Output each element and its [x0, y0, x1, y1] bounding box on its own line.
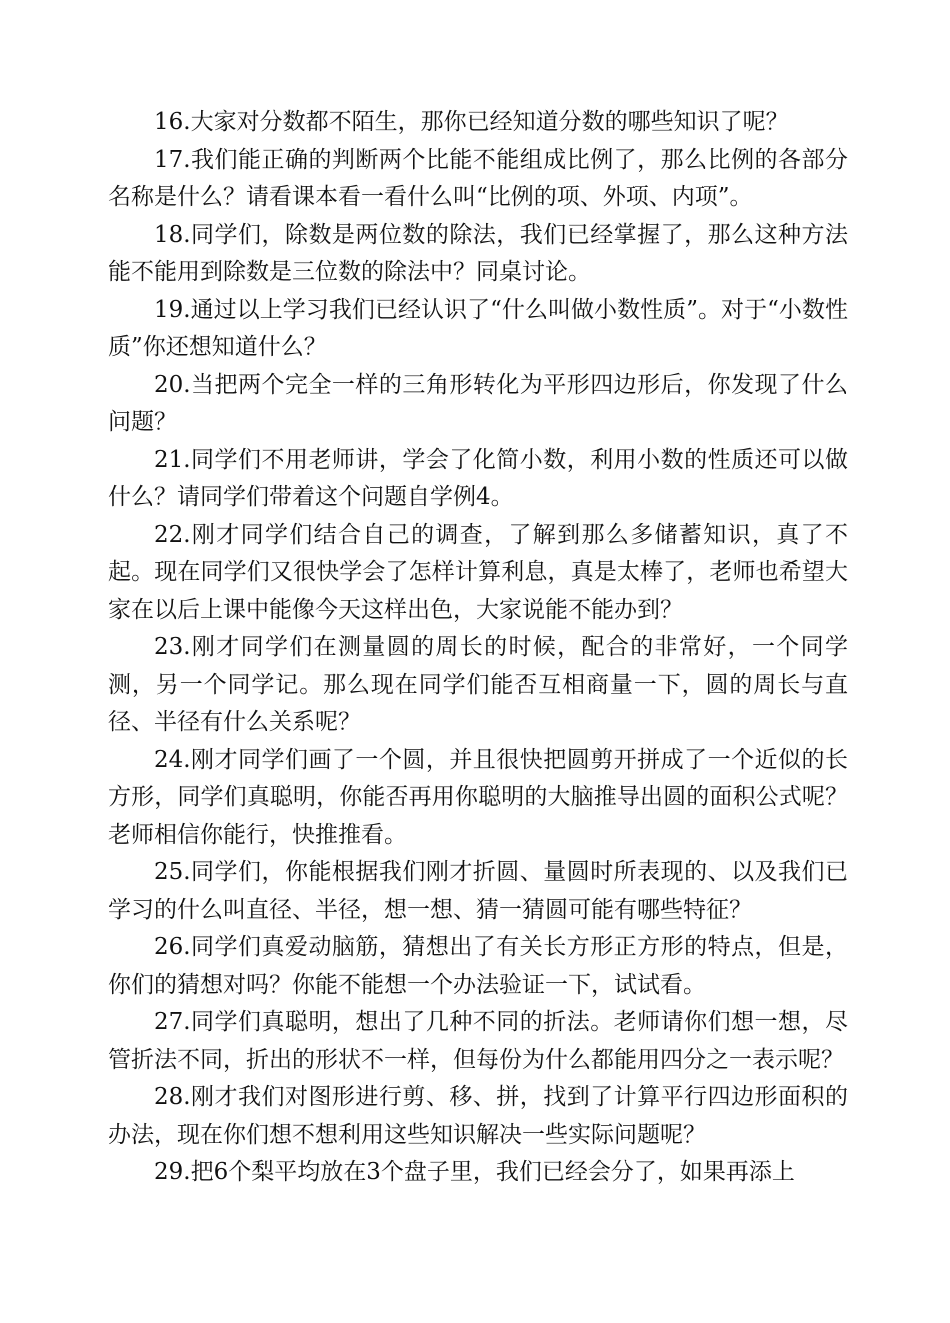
paragraph-18: 18.同学们，除数是两位数的除法，我们已经掌握了，那么这种方法能不能用到除数是三位数的除法中？同桌讨论。	[108, 221, 848, 285]
paragraph-20: 20.当把两个完全一样的三角形转化为平形四边形后，你发现了什么问题？	[108, 371, 848, 435]
paragraph-22: 22.刚才同学们结合自己的调查，了解到那么多储蓄知识，真了不起。现在同学们又很快学会了怎样计算利息，真是太棒了，老师也希望大家在以后上课中能像今天这样出色，大家说能不能办到？	[108, 521, 848, 623]
paragraph-28: 28.刚才我们对图形进行剪、移、拼，找到了计算平行四边形面积的办法，现在你们想不想利用这些知识解决一些实际问题呢？	[108, 1084, 848, 1148]
paragraph-16: 16.大家对分数都不陌生，那你已经知道分数的哪些知识了呢？	[154, 109, 789, 135]
paragraph-21: 21.同学们不用老师讲，学会了化简小数，利用小数的性质还可以做什么？请同学们带着这个问题自学例4。	[108, 446, 848, 510]
document-body	[108, 104, 848, 1192]
paragraph-23: 23.刚才同学们在测量圆的周长的时候，配合的非常好，一个同学测，另一个同学记。那么现在同学们能否互相商量一下，圆的周长与直径、半径有什么关系呢？	[108, 634, 848, 735]
paragraph-24: 24.刚才同学们画了一个圆，并且很快把圆剪开拼成了一个近似的长方形，同学们真聪明，你能否再用你聪明的大脑推导出圆的面积公式呢？老师相信你能行，快推推看。	[108, 746, 848, 848]
paragraph-19: 19.通过以上学习我们已经认识了“什么叫做小数性质”。对于“小数性质”你还想知道什么？	[108, 296, 848, 360]
paragraph-26: 26.同学们真爱动脑筋，猜想出了有关长方形正方形的特点，但是，你们的猜想对吗？你能不能想一个办法验证一下，试试看。	[108, 934, 848, 998]
paragraph-17: 17.我们能正确的判断两个比能不能组成比例了，那么比例的各部分名称是什么？请看课本看一看什么叫“比例的项、外项、内项”。	[108, 146, 848, 210]
paragraph-25: 25.同学们，你能根据我们刚才折圆、量圆时所表现的、以及我们已学习的什么叫直径、半径，想一想、猜一猜圆可能有哪些特征？	[108, 859, 848, 923]
paragraph-29: 29.把6个梨平均放在3个盘子里，我们已经会分了，如果再添上	[154, 1159, 795, 1185]
paragraph-27: 27.同学们真聪明，想出了几种不同的折法。老师请你们想一想，尽管折法不同，折出的形状不一样，但每份为什么都能用四分之一表示呢？	[108, 1009, 848, 1073]
